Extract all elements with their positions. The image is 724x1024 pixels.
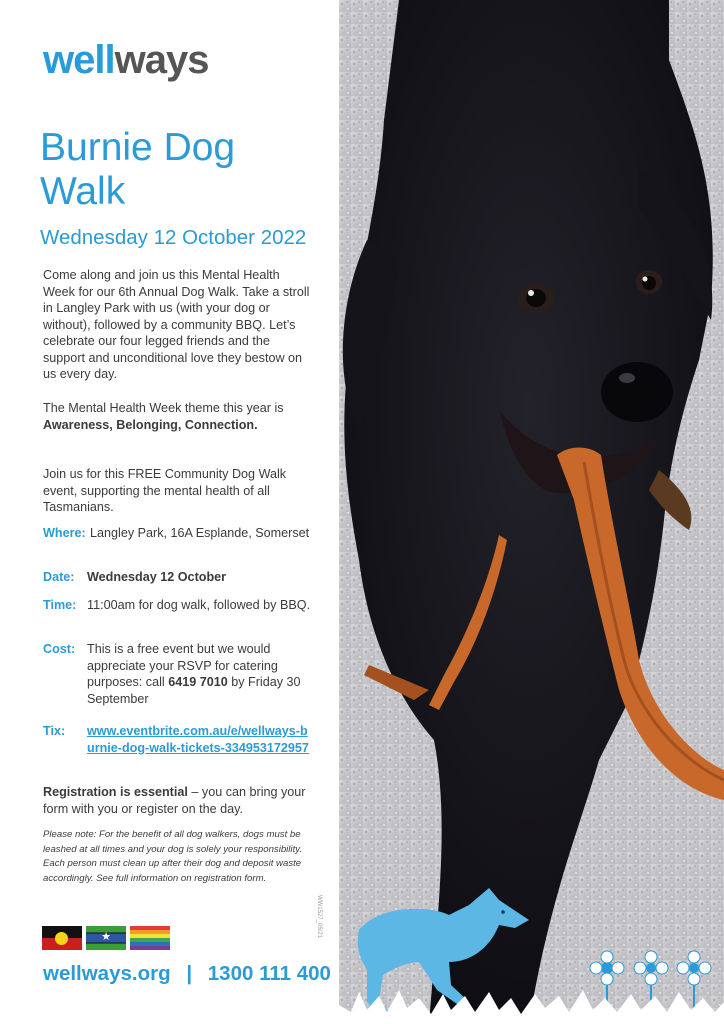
dog-photo-illustration (339, 0, 724, 1024)
wellways-logo: wellways (43, 38, 209, 82)
theme-highlight: Awareness, Belonging, Connection. (43, 417, 258, 432)
theme-paragraph: The Mental Health Week theme this year is Awareness, Belonging, Connection. (43, 401, 284, 432)
detail-label: Date: (43, 570, 75, 584)
eventbrite-link[interactable]: www.eventbrite.com.au/e/wellways-burnie-dog-walk-tickets-334953172957 (87, 724, 309, 755)
detail-value: 11:00am for dog walk, followed by BBQ. (87, 598, 311, 612)
rsvp-phone: 6419 7010 (168, 675, 228, 689)
event-date-heading: Wednesday 12 October 2022 (40, 226, 307, 249)
detail-label: Time: (43, 598, 77, 612)
page-title: Burnie Dog Walk (40, 126, 236, 213)
footer-contact: wellways.org | 1300 111 400 (43, 962, 331, 985)
torres-strait-flag-icon: ★ (86, 926, 126, 950)
footer-phone: 1300 111 400 (207, 962, 331, 985)
join-paragraph: Join us for this FREE Community Dog Walk event, supporting the mental health of all Tasmanians. (43, 467, 287, 514)
please-note: Please note: For the benefit of all dog walkers, dogs must be leashed at all times and your dog is solely your responsibility. Each person must clean up after their dog and deposit waste accordingly. See full information on registration form. (43, 829, 302, 884)
flags-row (42, 926, 170, 950)
detail-label: Tix: (43, 724, 66, 738)
detail-value: Langley Park, 16A Esplande, Somerset (90, 526, 310, 540)
detail-label: Where: (43, 526, 86, 540)
document-code: WW1527_05/21 (316, 895, 322, 939)
detail-label: Cost: (43, 642, 76, 656)
website-link[interactable]: wellways.org (43, 962, 171, 985)
registration-note: Registration is essential – you can bring your form with you or register on the day. (43, 785, 306, 816)
intro-paragraph: Come along and join us this Mental Health Week for our 6th Annual Dog Walk. Take a stroll in Langley Park with us (with your dog or without), followed by a community BBQ. Let’s celebrate our four legged friends and the support and unconditional love they bestow on us every day. (43, 268, 310, 381)
aboriginal-flag-icon (42, 926, 82, 950)
dog-photo (339, 0, 724, 1024)
detail-value: This is a free event but we would appreciate your RSVP for catering purposes: call 6419 7010 by Friday 30 September (87, 642, 301, 706)
rainbow-flag-icon (130, 926, 170, 950)
detail-value: Wednesday 12 October (87, 570, 227, 584)
flyer-text-column (0, 0, 338, 1024)
